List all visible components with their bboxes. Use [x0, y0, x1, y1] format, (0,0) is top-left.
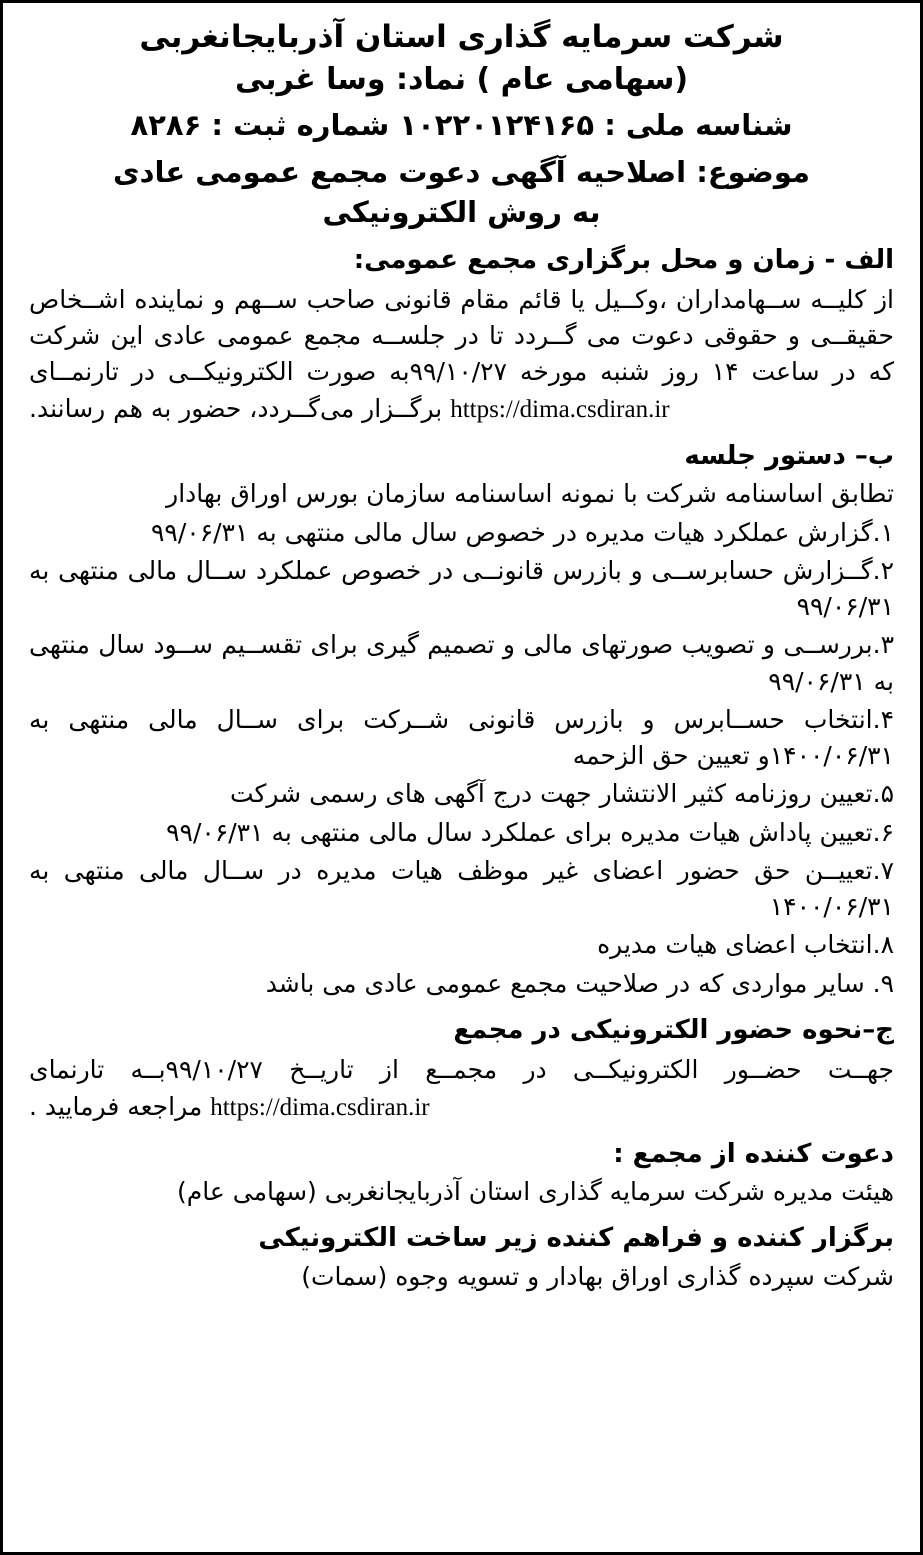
provider-heading: برگزار کننده و فراهم کننده زیر ساخت الکترونیکی	[258, 1223, 894, 1254]
section-a-text-part2: برگــزار می‌گــردد، حضور به هم رسانند.	[29, 393, 451, 423]
subject-line1: موضوع: اصلاحیه آگهی دعوت مجمع عمومی عادی	[113, 154, 810, 189]
section-a-heading: الف - زمان و محل برگزاری مجمع عمومی:	[353, 244, 894, 275]
company-name-line1: شرکت سرمایه گذاری استان آذربایجانغربی	[139, 19, 784, 55]
inviter-text: هیئت مدیره شرکت سرمایه گذاری استان آذربایجانغربی (سهامی عام)	[177, 1177, 894, 1207]
agenda-item-1: ۱.گزارش عملکرد هیات مدیره در خصوص سال مالی منتهی به ۹۹/۰۶/۳۱	[150, 517, 894, 547]
agenda-item-8: ۸.انتخاب اعضای هیات مدیره	[597, 930, 894, 960]
section-b-heading: ب– دستور جلسه	[684, 440, 894, 471]
page-content	[3, 3, 920, 1305]
agenda-item-6: ۶.تعیین پاداش هیات مدیره برای عملکرد سال مالی منتهی به ۹۹/۰۶/۳۱	[166, 817, 894, 847]
section-a-paragraph	[29, 282, 894, 428]
section-a-text-part1: از کلیــه ســهامداران ،وکــیل یا قائم مقام قانونی صاحب ســهم و نماینده اشــخاص حقیقــی و حقوقی دعوت می گــردد تا در جلســه مجمع عمومی عادی این شرکت که در ساعت ۱۴ روز شنبه مورخه ۹۹/۱۰/۲۷به صورت الکترونیکــی در تارنمــای	[29, 284, 894, 387]
meeting-url[interactable]: https://dima.csdiran.ir	[450, 395, 670, 423]
company-name-line2: (سهامی عام ) نماد: وسا غربی	[234, 61, 689, 97]
agenda-item-3: ۳.بررســی و تصویب صورتهای مالی و تصمیم گیری برای تقســیم ســود سال منتهی به ۹۹/۰۶/۳۱	[29, 630, 894, 696]
section-b-intro: تطابق اساسنامه شرکت با نمونه اساسنامه سازمان بورس اوراق بهادار	[166, 479, 894, 509]
subject-line2: به روش الکترونیکی	[322, 194, 601, 229]
registration-ids: شناسه ملی : ۱۰۲۲۰۱۲۴۱۶۵ شماره ثبت : ۸۲۸۶	[130, 108, 793, 143]
agenda-item-9: ۹. سایر مواردی که در صلاحیت مجمع عمومی عادی می باشد	[265, 968, 894, 998]
provider-text: شرکت سپرده گذاری اوراق بهادار و تسویه وجوه (سمات)	[301, 1261, 894, 1291]
inviter-heading: دعوت کننده از مجمع :	[613, 1138, 894, 1169]
agenda-item-7: ۷.تعییــن حق حضور اعضای غیر موظف هیات مدیره در ســال مالی منتهی به ۱۴۰۰/۰۶/۳۱	[29, 855, 894, 922]
section-c-heading: ج–نحوه حضور الکترونیکی در مجمع	[453, 1014, 894, 1045]
section-c-paragraph	[29, 1052, 894, 1126]
agenda-item-4: ۴.انتخاب حســابرس و بازرس قانونی شــرکت برای ســال مالی منتهی به ۱۴۰۰/۰۶/۳۱و تعیین حق الزحمه	[29, 704, 894, 771]
document-header	[29, 17, 894, 232]
participation-url[interactable]: https://dima.csdiran.ir	[210, 1093, 430, 1121]
agenda-item-5: ۵.تعیین روزنامه کثیر الانتشار جهت درج آگهی های رسمی شرکت	[229, 779, 894, 809]
section-c-text-part2: مراجعه فرمایید .	[29, 1091, 211, 1121]
agenda-item-2: ۲.گــزارش حسابرســی و بازرس قانونــی در خصوص عملکرد ســال مالی منتهی به ۹۹/۰۶/۳۱	[29, 555, 894, 622]
section-c-text-part1: جهــت حضــور الکترونیکــی در مجمــع از تاریــخ ۹۹/۱۰/۲۷بــه تارنمای	[29, 1055, 895, 1085]
